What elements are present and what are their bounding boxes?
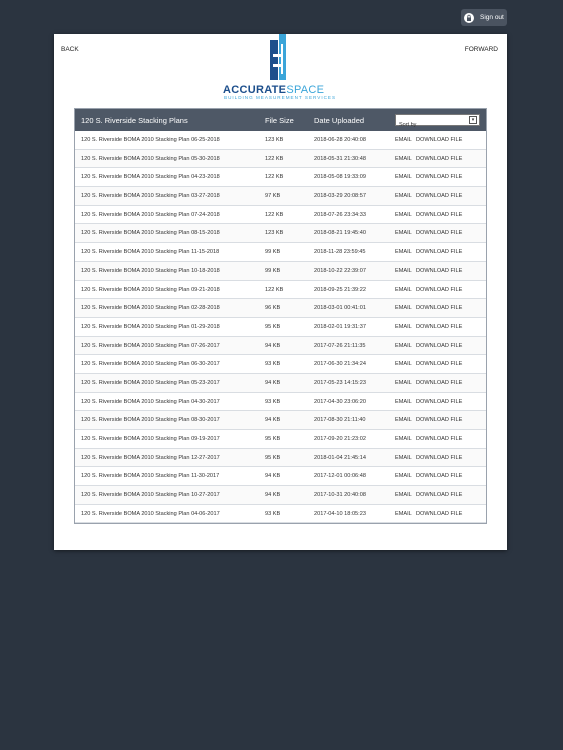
download-file-link[interactable]: DOWNLOAD FILE: [416, 249, 463, 256]
date-uploaded: 2018-08-21 19:45:40: [314, 230, 366, 237]
date-uploaded: 2018-09-25 21:39:22: [314, 286, 366, 293]
file-name: 120 S. Riverside BOMA 2010 Stacking Plan 10-18-2018: [81, 267, 220, 274]
date-uploaded: 2018-11-28 23:59:45: [314, 249, 366, 256]
file-size: 94 KB: [265, 473, 281, 480]
date-uploaded: 2018-01-04 21:45:14: [314, 454, 366, 461]
email-link[interactable]: EMAIL: [395, 211, 412, 218]
sort-by-label: Sort by: [399, 122, 417, 128]
download-file-link[interactable]: DOWNLOAD FILE: [416, 211, 463, 218]
date-uploaded: 2017-08-30 21:11:40: [314, 417, 366, 424]
table-row: [75, 262, 486, 281]
email-link[interactable]: EMAIL: [395, 155, 412, 162]
download-file-link[interactable]: DOWNLOAD FILE: [416, 398, 463, 405]
date-uploaded: 2018-03-01 00:41:01: [314, 305, 366, 312]
table-row: [75, 374, 486, 393]
file-name: 120 S. Riverside BOMA 2010 Stacking Plan 05-23-2017: [81, 379, 220, 386]
file-size: 95 KB: [265, 436, 281, 442]
column-header-file-size: File Size: [265, 116, 294, 125]
file-name: 120 S. Riverside BOMA 2010 Stacking Plan 08-15-2018: [81, 230, 220, 237]
table-row: [75, 281, 486, 300]
email-link[interactable]: EMAIL: [395, 398, 412, 405]
table-body: [75, 131, 486, 523]
table-row: [75, 150, 486, 169]
download-file-link[interactable]: DOWNLOAD FILE: [416, 305, 463, 312]
download-file-link[interactable]: DOWNLOAD FILE: [416, 342, 463, 349]
file-size: 93 KB: [265, 510, 281, 517]
email-link[interactable]: EMAIL: [395, 137, 412, 143]
file-name: 120 S. Riverside BOMA 2010 Stacking Plan 04-23-2018: [81, 174, 220, 181]
date-uploaded: 2018-03-29 20:08:57: [314, 193, 366, 200]
file-name: 120 S. Riverside BOMA 2010 Stacking Plan 11-15-2018: [81, 249, 220, 256]
download-file-link[interactable]: DOWNLOAD FILE: [416, 193, 463, 200]
file-name: 120 S. Riverside BOMA 2010 Stacking Plan 09-19-2017: [81, 436, 220, 442]
file-name: 120 S. Riverside BOMA 2010 Stacking Plan 11-30-2017: [81, 473, 220, 480]
lock-icon: [464, 12, 474, 24]
download-file-link[interactable]: DOWNLOAD FILE: [416, 361, 463, 368]
email-link[interactable]: EMAIL: [395, 492, 412, 499]
chevron-down-icon: ▾: [469, 116, 477, 124]
download-file-link[interactable]: DOWNLOAD FILE: [416, 417, 463, 424]
table-row: [75, 131, 486, 150]
table-row: [75, 299, 486, 318]
column-header-date-uploaded: Date Uploaded: [314, 116, 365, 125]
file-name: 120 S. Riverside BOMA 2010 Stacking Plan 06-25-2018: [81, 137, 220, 143]
file-size: 96 KB: [265, 305, 281, 312]
file-size: 122 KB: [265, 211, 284, 218]
brand-tagline: BUILDING MEASUREMENT SERVICES: [224, 95, 337, 100]
file-size: 95 KB: [265, 454, 281, 461]
download-file-link[interactable]: DOWNLOAD FILE: [416, 379, 463, 386]
file-name: 120 S. Riverside BOMA 2010 Stacking Plan 09-21-2018: [81, 286, 220, 293]
email-link[interactable]: EMAIL: [395, 379, 412, 386]
file-size: 122 KB: [265, 155, 284, 162]
file-size: 93 KB: [265, 361, 281, 368]
email-link[interactable]: EMAIL: [395, 230, 412, 237]
date-uploaded: 2017-06-30 21:34:24: [314, 361, 366, 368]
file-name: 120 S. Riverside BOMA 2010 Stacking Plan 07-24-2018: [81, 211, 220, 218]
email-link[interactable]: EMAIL: [395, 417, 412, 424]
file-name: 120 S. Riverside BOMA 2010 Stacking Plan 10-27-2017: [81, 492, 220, 499]
file-size: 122 KB: [265, 174, 284, 181]
date-uploaded: 2018-07-26 23:34:33: [314, 211, 366, 218]
table-header: [75, 109, 486, 131]
table-row: [75, 187, 486, 206]
file-name: 120 S. Riverside BOMA 2010 Stacking Plan 08-30-2017: [81, 417, 220, 424]
email-link[interactable]: EMAIL: [395, 454, 412, 461]
download-file-link[interactable]: DOWNLOAD FILE: [416, 436, 463, 442]
file-size: 99 KB: [265, 249, 281, 256]
download-file-link[interactable]: DOWNLOAD FILE: [416, 267, 463, 274]
file-name: 120 S. Riverside BOMA 2010 Stacking Plan 04-30-2017: [81, 398, 220, 405]
table-row: [75, 449, 486, 468]
email-link[interactable]: EMAIL: [395, 249, 412, 256]
table-row: [75, 430, 486, 449]
download-file-link[interactable]: DOWNLOAD FILE: [416, 510, 463, 517]
file-name: 120 S. Riverside BOMA 2010 Stacking Plan 06-30-2017: [81, 361, 220, 368]
table-row: [75, 318, 486, 337]
download-file-link[interactable]: DOWNLOAD FILE: [416, 174, 463, 181]
main-card: [54, 34, 507, 550]
date-uploaded: 2017-05-23 14:15:23: [314, 379, 366, 386]
date-uploaded: 2017-04-30 23:06:20: [314, 398, 366, 405]
date-uploaded: 2018-05-08 19:33:09: [314, 174, 366, 181]
file-name: 120 S. Riverside BOMA 2010 Stacking Plan 04-06-2017: [81, 510, 220, 517]
file-size: 95 KB: [265, 323, 281, 330]
download-file-link[interactable]: DOWNLOAD FILE: [416, 323, 463, 330]
download-file-link[interactable]: DOWNLOAD FILE: [416, 473, 463, 480]
file-size: 94 KB: [265, 492, 281, 499]
email-link[interactable]: EMAIL: [395, 361, 412, 368]
table-row: [75, 168, 486, 187]
file-size: 123 KB: [265, 230, 284, 237]
date-uploaded: 2017-07-26 21:11:35: [314, 342, 366, 349]
table-row: [75, 355, 486, 374]
file-size: 94 KB: [265, 342, 281, 349]
email-link[interactable]: EMAIL: [395, 286, 412, 293]
brand-name-part2: SPACE: [286, 84, 325, 96]
date-uploaded: 2018-05-31 21:30:48: [314, 155, 366, 162]
email-link[interactable]: EMAIL: [395, 305, 412, 312]
date-uploaded: 2017-12-01 00:06:48: [314, 473, 366, 480]
file-size: 99 KB: [265, 267, 281, 274]
file-size: 94 KB: [265, 417, 281, 424]
files-table: [74, 108, 487, 524]
email-link[interactable]: EMAIL: [395, 473, 412, 480]
table-row: [75, 486, 486, 505]
file-name: 120 S. Riverside BOMA 2010 Stacking Plan 03-27-2018: [81, 193, 220, 200]
forward-link[interactable]: FORWARD: [464, 46, 498, 53]
email-link[interactable]: EMAIL: [395, 193, 412, 200]
brand-name-part1: ACCURATE: [223, 84, 287, 96]
email-link[interactable]: EMAIL: [395, 510, 412, 517]
file-name: 120 S. Riverside BOMA 2010 Stacking Plan 01-29-2018: [81, 323, 220, 330]
table-row: [75, 411, 486, 430]
file-size: 123 KB: [265, 137, 284, 143]
file-name: 120 S. Riverside BOMA 2010 Stacking Plan 12-27-2017: [81, 454, 220, 461]
date-uploaded: 2017-10-31 20:40:08: [314, 492, 366, 499]
file-name: 120 S. Riverside BOMA 2010 Stacking Plan 05-30-2018: [81, 155, 220, 162]
date-uploaded: 2017-09-20 21:23:02: [314, 436, 366, 442]
download-file-link[interactable]: DOWNLOAD FILE: [416, 230, 463, 237]
date-uploaded: 2017-04-10 18:05:23: [314, 510, 366, 517]
email-link[interactable]: EMAIL: [395, 436, 412, 442]
file-size: 93 KB: [265, 398, 281, 405]
download-file-link[interactable]: DOWNLOAD FILE: [416, 137, 463, 143]
sort-by-select[interactable]: [395, 114, 480, 126]
email-link[interactable]: EMAIL: [395, 267, 412, 274]
download-file-link[interactable]: DOWNLOAD FILE: [416, 454, 463, 461]
email-link[interactable]: EMAIL: [395, 174, 412, 181]
file-size: 94 KB: [265, 379, 281, 386]
table-row: [75, 337, 486, 356]
download-file-link[interactable]: DOWNLOAD FILE: [416, 155, 463, 162]
sign-out-button[interactable]: [461, 9, 507, 26]
download-file-link[interactable]: DOWNLOAD FILE: [416, 492, 463, 499]
email-link[interactable]: EMAIL: [395, 342, 412, 349]
table-title: 120 S. Riverside Stacking Plans: [81, 116, 188, 125]
sign-out-label: Sign out: [480, 14, 504, 21]
file-name: 120 S. Riverside BOMA 2010 Stacking Plan 02-28-2018: [81, 305, 220, 312]
table-row: [75, 224, 486, 243]
table-row: [75, 467, 486, 486]
email-link[interactable]: EMAIL: [395, 323, 412, 330]
date-uploaded: 2018-10-22 22:39:07: [314, 267, 366, 274]
download-file-link[interactable]: DOWNLOAD FILE: [416, 286, 463, 293]
table-row: [75, 505, 486, 524]
file-name: 120 S. Riverside BOMA 2010 Stacking Plan 07-26-2017: [81, 342, 220, 349]
date-uploaded: 2018-06-28 20:40:08: [314, 137, 366, 143]
back-link[interactable]: BACK: [61, 46, 79, 53]
date-uploaded: 2018-02-01 19:31:37: [314, 323, 366, 330]
table-row: [75, 243, 486, 262]
table-row: [75, 206, 486, 225]
file-size: 122 KB: [265, 286, 284, 293]
file-size: 97 KB: [265, 193, 281, 200]
table-row: [75, 393, 486, 412]
